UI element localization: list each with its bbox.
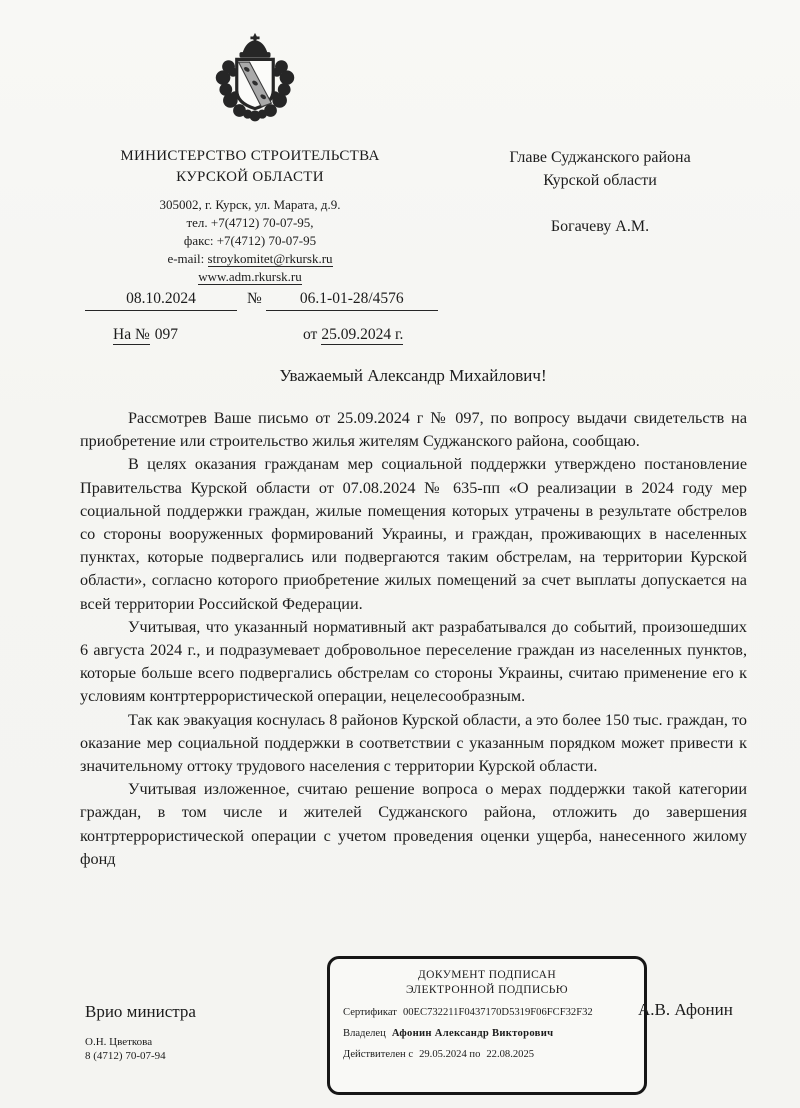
- org-email-line: [60, 250, 440, 268]
- sender-org-block: [60, 146, 440, 188]
- signer-position: Врио министра: [85, 1002, 196, 1021]
- kursk-coat-of-arms-icon: [200, 32, 310, 136]
- outgoing-reference-line: [85, 290, 438, 311]
- stamp-title-line2: ЭЛЕКТРОННОЙ ПОДПИСЬЮ: [406, 984, 568, 996]
- signer-name: А.В. Афонин: [638, 1000, 733, 1019]
- org-website-link: www.adm.rkursk.ru: [198, 269, 302, 284]
- valid-label: Действителен с: [343, 1049, 414, 1060]
- stamp-validity-row: [343, 1049, 631, 1061]
- outgoing-number: 06.1-01-28/4576: [266, 290, 438, 311]
- reply-to-label: На №: [113, 326, 150, 343]
- addressee-block: [425, 146, 775, 238]
- reply-to-number: 097: [154, 326, 178, 343]
- addressee-name: Богачеву А.М.: [550, 218, 650, 235]
- reply-from-label: от: [303, 326, 318, 343]
- number-sign: №: [247, 290, 262, 307]
- executor-name: О.Н. Цветкова: [85, 1036, 153, 1048]
- org-address: 305002, г. Курск, ул. Марата, д.9.: [159, 197, 341, 212]
- stamp-title: [343, 968, 631, 998]
- letter-body: [80, 407, 747, 871]
- org-email-label: e-mail:: [167, 251, 208, 266]
- org-phone: тел. +7(4712) 70-07-95,: [186, 215, 314, 230]
- sender-contact-block: [60, 196, 440, 286]
- paragraph-1: Рассмотрев Ваше письмо от 25.09.2024 г № 097, по вопросу выдачи свидетельств на приобретение или строительство жилья жителям Суджанского района, сообщаю.: [80, 409, 747, 451]
- valid-to-label: по: [469, 1049, 481, 1060]
- paragraph-5: Учитывая изложенное, считаю решение вопроса о мерах поддержки такой категории граждан, в том числе и жителей Суджанского района, отложить до завершения контртеррористической операции с учетом проведения оценки ущерба, нанесенного жилому фонд: [80, 780, 747, 868]
- valid-from: 29.05.2024: [419, 1049, 467, 1060]
- certificate-value: 00EC732211F0437170D5319F06FCF32F32: [402, 1007, 593, 1018]
- org-name-line1: МИНИСТЕРСТВО СТРОИТЕЛЬСТВА: [120, 148, 380, 164]
- paragraph-2: В целях оказания гражданам мер социальной поддержки утверждено постановление Правительства Курской области от 07.08.2024 № 635-пп «О реализации в 2024 году мер социальной поддержки граждан, жилые помещения которых утрачены в результате обстрелов со стороны вооруженных формирований Украины, и граждан, проживающих в населенных пунктах, которые подвергались или подвергаются таким обстрелам, на территории Курской области», согласно которого приобретение жилых помещений за счет выплаты допускается на всей территории Российской Федерации.: [80, 455, 747, 613]
- certificate-label: Сертификат: [343, 1007, 397, 1018]
- owner-label: Владелец: [343, 1028, 386, 1039]
- org-website-line: [60, 268, 440, 286]
- stamp-owner-row: [343, 1028, 631, 1040]
- incoming-reference-line: [113, 326, 403, 344]
- org-fax: факс: +7(4712) 70-07-95: [183, 233, 317, 248]
- stamp-title-line1: ДОКУМЕНТ ПОДПИСАН: [417, 969, 557, 981]
- owner-value: Афонин Александр Викторович: [391, 1028, 554, 1039]
- addressee-line2: Курской области: [543, 172, 657, 189]
- outgoing-date: 08.10.2024: [85, 290, 237, 311]
- org-email-link: stroykomitet@rkursk.ru: [207, 251, 333, 266]
- paragraph-3: Учитывая, что указанный нормативный акт разрабатывался до событий, произошедших 6 августа 2024 г., и подразумевает добровольное переселение граждан из населенных пунктов, которые больше всего подвергались обстрелам со стороны Украины, считаю применение его к условиям контртеррористической операции, нецелесообразным.: [80, 617, 747, 706]
- executor-phone: 8 (4712) 70-07-94: [85, 1050, 166, 1062]
- salutation: Уважаемый Александр Михайлович!: [279, 366, 547, 385]
- stamp-certificate-row: [343, 1007, 631, 1019]
- org-name-line2: КУРСКОЙ ОБЛАСТИ: [176, 169, 324, 185]
- reply-date: 25.09.2024 г.: [321, 326, 404, 343]
- executor-block: [85, 1035, 166, 1063]
- paragraph-4: Так как эвакуация коснулась 8 районов Курской области, а это более 150 тыс. граждан, то оказание мер социальной поддержки в соответствии с указанным порядком может привести к значительному оттоку трудового населения с территории Курской области.: [80, 710, 747, 776]
- valid-to: 22.08.2025: [486, 1049, 535, 1060]
- electronic-signature-stamp: [327, 956, 647, 1095]
- addressee-line1: Главе Суджанского района: [509, 149, 691, 166]
